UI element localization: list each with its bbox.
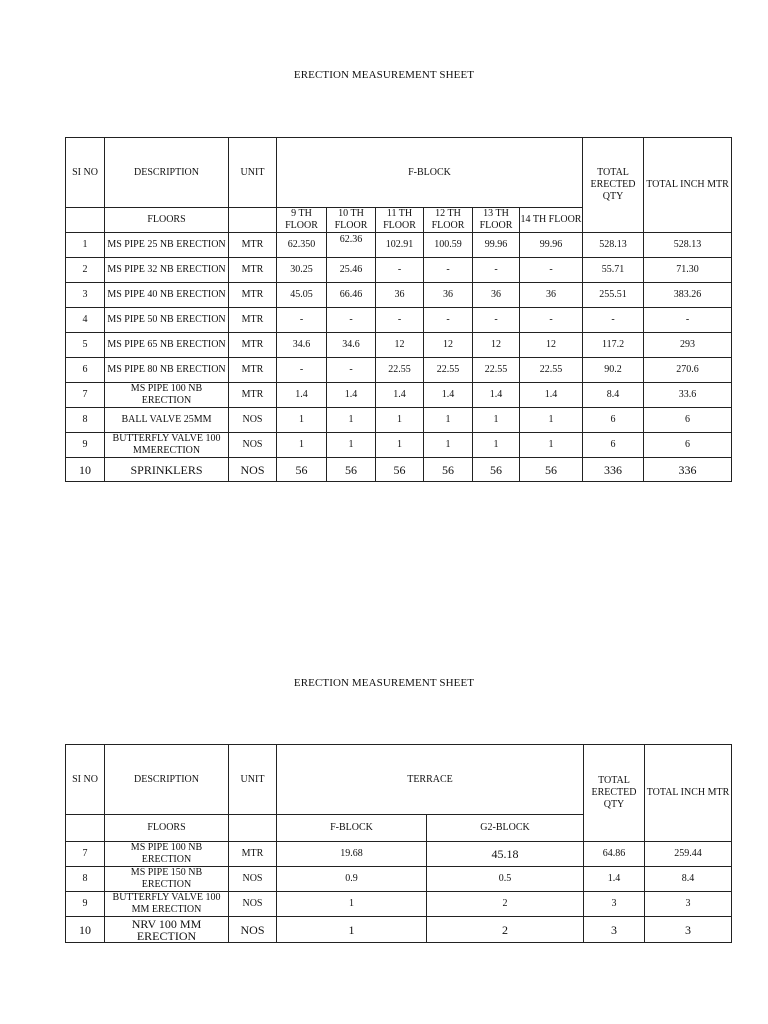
- row-description: NRV 100 MM ERECTION: [105, 917, 229, 943]
- table-row: [66, 308, 732, 333]
- row-floor-value: -: [327, 358, 376, 383]
- row-total-erected: 90.2: [583, 358, 644, 383]
- row-description: MS PIPE 32 NB ERECTION: [105, 258, 229, 283]
- row-description: BUTTERFLY VALVE 100 MM ERECTION: [105, 892, 229, 917]
- row-floor-value: 22.55: [520, 358, 583, 383]
- table-row: [66, 283, 732, 308]
- row-floor-value: 56: [277, 458, 327, 482]
- row-sino: 1: [66, 233, 105, 258]
- row-floor-value: 45.05: [277, 283, 327, 308]
- row-sino: 7: [66, 383, 105, 408]
- row-description: SPRINKLERS: [105, 458, 229, 482]
- row-floor-value: 1.4: [327, 383, 376, 408]
- table-row: [66, 258, 732, 283]
- row-floor-value: 34.6: [277, 333, 327, 358]
- header-sino: SI NO: [66, 745, 105, 815]
- row-floor-value: 12: [473, 333, 520, 358]
- row-description: MS PIPE 25 NB ERECTION: [105, 233, 229, 258]
- row-sino: 8: [66, 408, 105, 433]
- row-floor-value: 1: [327, 408, 376, 433]
- table-row: [66, 408, 732, 433]
- row-floor-value: 66.46: [327, 283, 376, 308]
- row-floor-value: 99.96: [520, 233, 583, 258]
- row-unit: NOS: [229, 433, 277, 458]
- row-description: MS PIPE 50 NB ERECTION: [105, 308, 229, 333]
- header-unit: UNIT: [229, 745, 277, 815]
- row-floor-value: 62.350: [277, 233, 327, 258]
- table-row: [66, 333, 732, 358]
- row-total-erected: 64.86: [584, 842, 645, 867]
- block-header: G2-BLOCK: [427, 815, 584, 842]
- row-block-value: 1: [277, 892, 427, 917]
- row-floor-value: 56: [327, 458, 376, 482]
- row-unit: MTR: [229, 233, 277, 258]
- row-floor-value: 1: [327, 433, 376, 458]
- row-floor-value: 25.46: [327, 258, 376, 283]
- row-floor-value: -: [376, 308, 424, 333]
- row-floor-value: 1: [473, 433, 520, 458]
- sheet2-title: ERECTION MEASUREMENT SHEET: [293, 677, 475, 689]
- header-total-erected-qty: TOTAL ERECTED QTY: [584, 745, 645, 842]
- row-total-erected: -: [583, 308, 644, 333]
- sheet2-table: [65, 744, 732, 943]
- header-description: DESCRIPTION: [105, 138, 229, 208]
- row-description: BUTTERFLY VALVE 100 MMERECTION: [105, 433, 229, 458]
- row-floor-value: -: [376, 258, 424, 283]
- row-total-inch: -: [644, 308, 732, 333]
- row-description: BALL VALVE 25MM: [105, 408, 229, 433]
- row-floor-value: 22.55: [424, 358, 473, 383]
- table-row: [66, 892, 732, 917]
- header-total-inch-mtr: TOTAL INCH MTR: [644, 138, 732, 233]
- row-floor-value: 100.59: [424, 233, 473, 258]
- table-row: [66, 867, 732, 892]
- row-floor-value: 1: [424, 433, 473, 458]
- row-sino: 9: [66, 433, 105, 458]
- row-unit: NOS: [229, 458, 277, 482]
- row-floor-value: 22.55: [473, 358, 520, 383]
- row-total-erected: 336: [583, 458, 644, 482]
- floor-header: 12 TH FLOOR: [424, 208, 473, 233]
- row-total-erected: 117.2: [583, 333, 644, 358]
- row-description: MS PIPE 80 NB ERECTION: [105, 358, 229, 383]
- row-floor-value: 1.4: [277, 383, 327, 408]
- row-unit: MTR: [229, 842, 277, 867]
- row-floor-value: 1: [424, 408, 473, 433]
- row-floor-value: 1: [520, 408, 583, 433]
- floor-header: 14 TH FLOOR: [520, 208, 583, 233]
- row-floor-value: 34.6: [327, 333, 376, 358]
- row-floor-value: 30.25: [277, 258, 327, 283]
- row-total-erected: 6: [583, 433, 644, 458]
- block-header: F-BLOCK: [277, 815, 427, 842]
- row-floor-value: -: [473, 258, 520, 283]
- sheet2-body: [66, 842, 732, 943]
- row-floor-value: 1: [376, 433, 424, 458]
- row-total-inch: 3: [645, 917, 732, 943]
- row-floor-value: 12: [376, 333, 424, 358]
- row-total-inch: 293: [644, 333, 732, 358]
- row-total-inch: 33.6: [644, 383, 732, 408]
- sheet1-header-row: [66, 138, 732, 208]
- table-row: [66, 358, 732, 383]
- row-floor-value: -: [424, 258, 473, 283]
- row-block-value: 0.9: [277, 867, 427, 892]
- floor-header: 10 TH FLOOR: [327, 208, 376, 233]
- row-floor-value: 22.55: [376, 358, 424, 383]
- sheet1-table: [65, 137, 732, 482]
- row-sino: 3: [66, 283, 105, 308]
- row-unit: NOS: [229, 408, 277, 433]
- row-sino: 10: [66, 458, 105, 482]
- row-total-erected: 255.51: [583, 283, 644, 308]
- row-floor-value: 1: [277, 433, 327, 458]
- row-total-inch: 528.13: [644, 233, 732, 258]
- header-f-block: F-BLOCK: [277, 138, 583, 208]
- row-unit: MTR: [229, 283, 277, 308]
- row-floor-value: 36: [376, 283, 424, 308]
- header-description: DESCRIPTION: [105, 745, 229, 815]
- row-description: MS PIPE 150 NB ERECTION: [105, 867, 229, 892]
- row-total-inch: 71.30: [644, 258, 732, 283]
- row-unit: MTR: [229, 358, 277, 383]
- row-block-value: 45.18: [427, 842, 584, 867]
- row-floor-value: -: [473, 308, 520, 333]
- row-floor-value: 62.36: [327, 233, 376, 258]
- header-unit: UNIT: [229, 138, 277, 208]
- row-block-value: 2: [427, 892, 584, 917]
- sheet2-header-row: [66, 745, 732, 815]
- floors-label: FLOORS: [105, 815, 229, 842]
- row-unit: MTR: [229, 308, 277, 333]
- row-floor-value: 1: [376, 408, 424, 433]
- table-row: [66, 458, 732, 482]
- row-floor-value: 56: [520, 458, 583, 482]
- row-total-erected: 3: [584, 892, 645, 917]
- row-description: MS PIPE 100 NB ERECTION: [105, 383, 229, 408]
- row-unit: NOS: [229, 892, 277, 917]
- header-total-erected-qty: TOTAL ERECTED QTY: [583, 138, 644, 233]
- row-floor-value: 12: [424, 333, 473, 358]
- row-unit: NOS: [229, 917, 277, 943]
- row-total-inch: 383.26: [644, 283, 732, 308]
- row-floor-value: -: [520, 258, 583, 283]
- floor-header: 13 TH FLOOR: [473, 208, 520, 233]
- row-sino: 7: [66, 842, 105, 867]
- floor-header: 11 TH FLOOR: [376, 208, 424, 233]
- row-total-inch: 259.44: [645, 842, 732, 867]
- row-floor-value: 1.4: [520, 383, 583, 408]
- floor-header: 9 TH FLOOR: [277, 208, 327, 233]
- row-description: MS PIPE 100 NB ERECTION: [105, 842, 229, 867]
- row-floor-value: 1.4: [473, 383, 520, 408]
- row-total-inch: 336: [644, 458, 732, 482]
- row-floor-value: 36: [473, 283, 520, 308]
- row-total-erected: 528.13: [583, 233, 644, 258]
- row-sino: 10: [66, 917, 105, 943]
- row-unit: NOS: [229, 867, 277, 892]
- sheet1-body: [66, 233, 732, 482]
- row-floor-value: 56: [473, 458, 520, 482]
- row-floor-value: -: [277, 358, 327, 383]
- header-total-inch-mtr: TOTAL INCH MTR: [645, 745, 732, 842]
- row-floor-value: -: [327, 308, 376, 333]
- floors-label: FLOORS: [105, 208, 229, 233]
- table-row: [66, 383, 732, 408]
- row-unit: MTR: [229, 383, 277, 408]
- row-unit: MTR: [229, 333, 277, 358]
- row-floor-value: 36: [520, 283, 583, 308]
- row-block-value: 0.5: [427, 867, 584, 892]
- row-total-erected: 1.4: [584, 867, 645, 892]
- row-sino: 5: [66, 333, 105, 358]
- row-floor-value: 56: [424, 458, 473, 482]
- row-floor-value: 12: [520, 333, 583, 358]
- row-floor-value: 102.91: [376, 233, 424, 258]
- row-total-erected: 55.71: [583, 258, 644, 283]
- row-total-inch: 8.4: [645, 867, 732, 892]
- row-floor-value: 36: [424, 283, 473, 308]
- row-floor-value: 1: [473, 408, 520, 433]
- row-total-erected: 8.4: [583, 383, 644, 408]
- row-floor-value: 56: [376, 458, 424, 482]
- row-sino: 8: [66, 867, 105, 892]
- row-floor-value: 1: [277, 408, 327, 433]
- row-total-erected: 6: [583, 408, 644, 433]
- row-sino: 4: [66, 308, 105, 333]
- row-block-value: 2: [427, 917, 584, 943]
- row-floor-value: 1.4: [376, 383, 424, 408]
- sheet1-title: ERECTION MEASUREMENT SHEET: [293, 69, 475, 81]
- table-row: [66, 917, 732, 943]
- row-total-erected: 3: [584, 917, 645, 943]
- row-floor-value: 1.4: [424, 383, 473, 408]
- row-unit: MTR: [229, 258, 277, 283]
- row-sino: 6: [66, 358, 105, 383]
- row-block-value: 19.68: [277, 842, 427, 867]
- row-floor-value: -: [520, 308, 583, 333]
- row-total-inch: 6: [644, 433, 732, 458]
- header-sino: SI NO: [66, 138, 105, 208]
- table-row: [66, 842, 732, 867]
- header-terrace: TERRACE: [277, 745, 584, 815]
- row-total-inch: 270.6: [644, 358, 732, 383]
- row-total-inch: 6: [644, 408, 732, 433]
- row-sino: 2: [66, 258, 105, 283]
- row-floor-value: 1: [520, 433, 583, 458]
- row-block-value: 1: [277, 917, 427, 943]
- row-floor-value: -: [424, 308, 473, 333]
- row-floor-value: -: [277, 308, 327, 333]
- row-sino: 9: [66, 892, 105, 917]
- table-row: [66, 233, 732, 258]
- row-total-inch: 3: [645, 892, 732, 917]
- row-floor-value: 99.96: [473, 233, 520, 258]
- row-description: MS PIPE 40 NB ERECTION: [105, 283, 229, 308]
- row-description: MS PIPE 65 NB ERECTION: [105, 333, 229, 358]
- table-row: [66, 433, 732, 458]
